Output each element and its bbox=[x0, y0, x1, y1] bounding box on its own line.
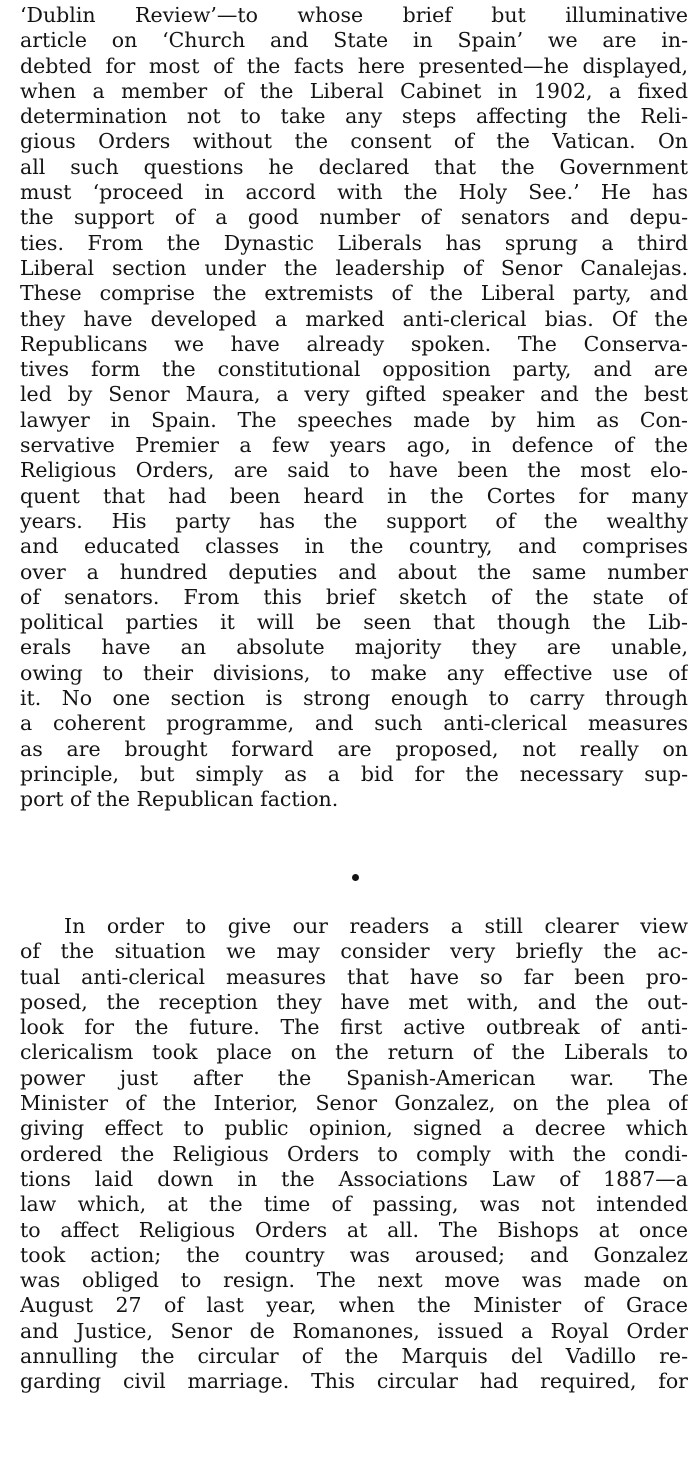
paragraph-1 bbox=[20, 3, 688, 813]
text-line: law which, at the time of passing, was not intended bbox=[20, 1192, 688, 1217]
text-line: when a member of the Liberal Cabinet in 1902, a fixed bbox=[20, 78, 688, 103]
text-line: a coherent programme, and such anti-clerical measures bbox=[20, 711, 688, 736]
paragraph-2 bbox=[20, 914, 688, 1395]
text-line: the support of a good number of senators and depu- bbox=[20, 205, 688, 230]
text-line: giving effect to public opinion, signed a decree which bbox=[20, 1116, 688, 1141]
text-line: Minister of the Interior, Senor Gonzalez, on the plea of bbox=[20, 1091, 688, 1116]
text-line: of senators. From this brief sketch of the state of bbox=[20, 584, 688, 609]
text-line: tual anti-clerical measures that have so far been pro- bbox=[20, 964, 688, 989]
text-line: led by Senor Maura, a very gifted speaker and the best bbox=[20, 382, 688, 407]
text-line: tives form the constitutional opposition party, and are bbox=[20, 357, 688, 382]
text-line: look for the future. The first active outbreak of anti- bbox=[20, 1015, 688, 1040]
text-line: all such questions he declared that the Government bbox=[20, 154, 688, 179]
text-line: over a hundred deputies and about the same number bbox=[20, 559, 688, 584]
text-line: port of the Republican faction. bbox=[20, 787, 339, 812]
text-line: tions laid down in the Associations Law of 1887—a bbox=[20, 1166, 688, 1191]
text-line: years. His party has the support of the wealthy bbox=[20, 508, 688, 533]
text-line: ordered the Religious Orders to comply with the condi- bbox=[20, 1141, 688, 1166]
text-line: they have developed a marked anti-clerical bias. Of the bbox=[20, 306, 688, 331]
text-line: it. No one section is strong enough to carry through bbox=[20, 686, 688, 711]
text-line: was obliged to resign. The next move was made on bbox=[20, 1268, 688, 1293]
text-line: as are brought forward are proposed, not really on bbox=[20, 736, 688, 761]
text-line: In order to give our readers a still clearer view bbox=[64, 914, 688, 938]
text-line: must ‘proceed in accord with the Holy See.’ He has bbox=[20, 180, 688, 205]
text-line: Republicans we have already spoken. The Conserva- bbox=[20, 331, 688, 356]
text-line: political parties it will be seen that though the Lib- bbox=[20, 610, 688, 635]
text-line: Liberal section under the leadership of Senor Canalejas. bbox=[20, 255, 688, 280]
text-line: Religious Orders, are said to have been the most elo- bbox=[20, 458, 688, 483]
text-line: erals have an absolute majority they are unable, bbox=[20, 635, 688, 660]
section-separator-dot bbox=[352, 874, 359, 881]
text-line: of the situation we may consider very briefly the ac- bbox=[20, 939, 688, 964]
text-line: August 27 of last year, when the Minister of Grace bbox=[20, 1293, 688, 1318]
text-line: principle, but simply as a bid for the necessary sup- bbox=[20, 761, 688, 786]
text-line: to affect Religious Orders at all. The Bishops at once bbox=[20, 1217, 688, 1242]
text-line: ‘Dublin Review’—to whose brief but illuminative bbox=[20, 3, 688, 27]
text-line: annulling the circular of the Marquis del Vadillo re- bbox=[20, 1344, 688, 1369]
text-line: garding civil marriage. This circular had required, for bbox=[20, 1369, 688, 1394]
text-line: debted for most of the facts here presented—he displayed, bbox=[20, 53, 688, 78]
text-line: took action; the country was aroused; and Gonzalez bbox=[20, 1242, 688, 1267]
text-line: and educated classes in the country, and comprises bbox=[20, 534, 688, 559]
text-line: clericalism took place on the return of the Liberals to bbox=[20, 1040, 688, 1065]
text-line: servative Premier a few years ago, in defence of the bbox=[20, 433, 688, 458]
text-line: quent that had been heard in the Cortes for many bbox=[20, 483, 688, 508]
text-line: lawyer in Spain. The speeches made by him as Con- bbox=[20, 407, 688, 432]
text-line: gious Orders without the consent of the Vatican. On bbox=[20, 129, 688, 154]
text-line: power just after the Spanish-American war. The bbox=[20, 1065, 688, 1090]
text-line: determination not to take any steps affecting the Reli- bbox=[20, 104, 688, 129]
text-line: posed, the reception they have met with, and the out- bbox=[20, 989, 688, 1014]
text-line: and Justice, Senor de Romanones, issued a Royal Order bbox=[20, 1318, 688, 1343]
text-line: These comprise the extremists of the Liberal party, and bbox=[20, 281, 688, 306]
text-line: owing to their divisions, to make any effective use of bbox=[20, 660, 688, 685]
text-line: article on ‘Church and State in Spain’ we are in- bbox=[20, 28, 688, 53]
text-line: ties. From the Dynastic Liberals has sprung a third bbox=[20, 230, 688, 255]
